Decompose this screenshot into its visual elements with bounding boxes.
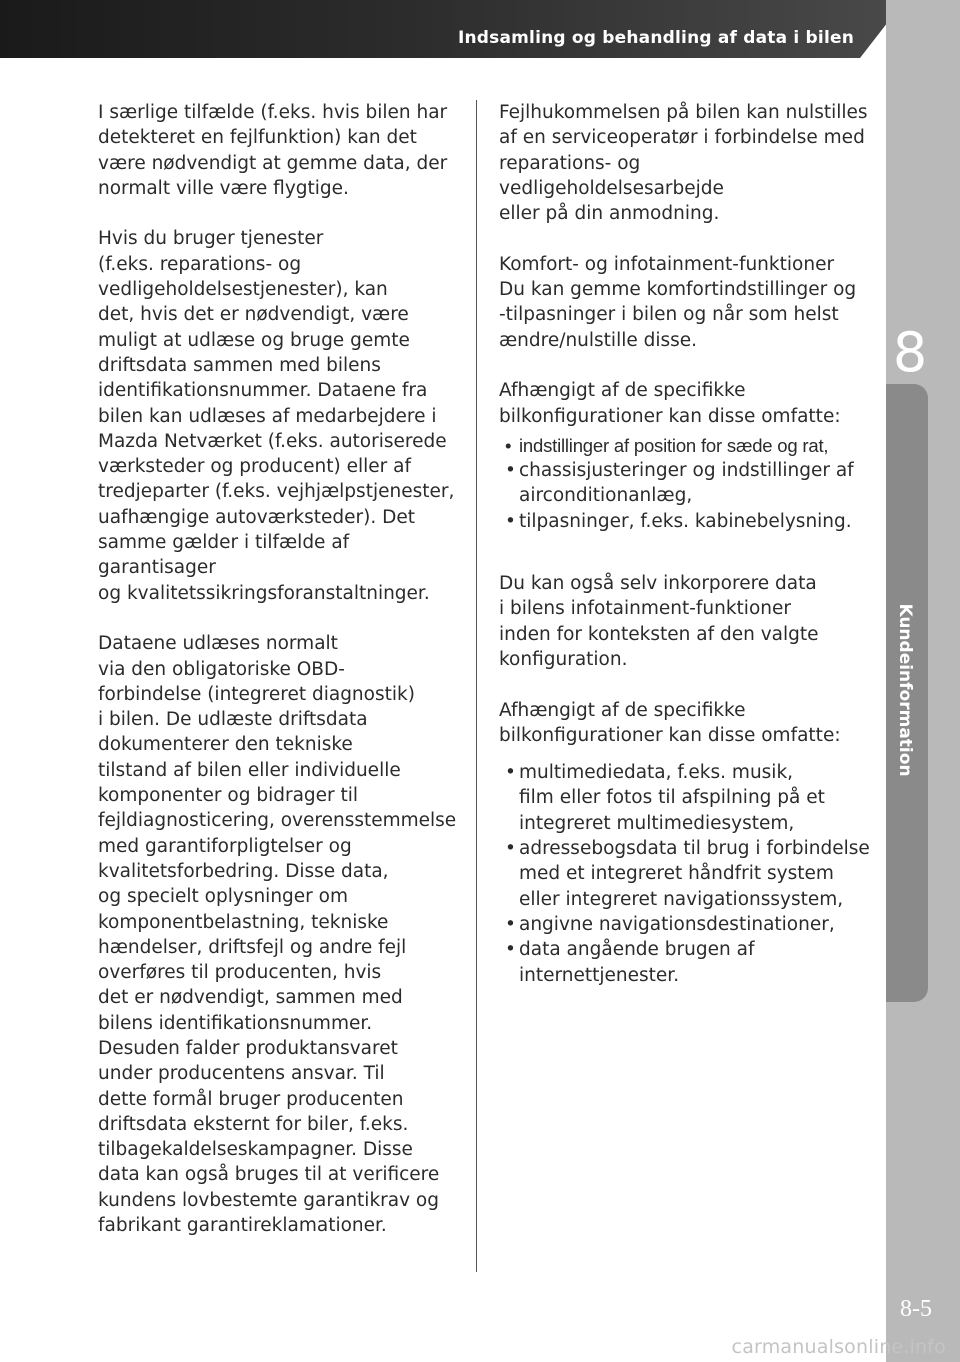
chapter-tab-label: Kundeinformation (895, 603, 915, 777)
paragraph: Fejlhukommelsen på bilen kan nulstilles af en serviceoperatør i forbindelse med reparations- og vedligeholdelsesarbejde eller på din anmodning. (499, 102, 868, 225)
right-column (499, 100, 871, 1013)
list-item: • adressebogsdata til brug i forbindelse med et integreret håndfrit system eller integreret navigationssystem, (519, 836, 871, 912)
page-number: 8-5 (900, 1296, 932, 1322)
paragraph: Afhængigt af de specifikke bilkonfigurationer kan disse omfatte: (499, 699, 841, 746)
paragraph: Du kan også selv inkorporere data i bilens infotainment-funktioner inden for konteksten af den valgte konfiguration. (499, 573, 819, 670)
paragraph: Dataene udlæses normalt via den obligatoriske OBD- forbindelse (integreret diagnostik) i bilen. De udlæste driftsdata dokumenterer den tekniske tilstand af bilen eller individuelle komponenter og bidrager til fejldiagnosticering, overensstemmelse med garantiforpligtelser og kvalitetsforbedring. Disse data, og specielt oplysninger om komponentbelastning, tekniske hændelser, driftsfejl og andre fejl overføres til producenten, hvis det er nødvendigt, sammen med bilens identifikationsnummer. Desuden falder produktansvaret under producentens ansvar. Til dette formål bruger producenten driftsdata eksternt for biler, f.eks. tilbagekaldelseskampagner. Disse data kan også bruges til at verificere kundens lovbestemte garantikrav og fabrikant garantireklamationer. (98, 633, 457, 1237)
chapter-number: 8 (892, 321, 928, 384)
list-item: • chassisjusteringer og indstillinger af airconditionanlæg, (519, 458, 871, 509)
column-divider (476, 100, 477, 1272)
paragraph: Afhængigt af de specifikke bilkonfigurationer kan disse omfatte: (499, 380, 841, 427)
list-item: • data angående brugen af internettjenester. (519, 937, 871, 988)
list-item: • multimediedata, f.eks. musik, film eller fotos til afspilning på et integreret multimediesystem, (519, 760, 871, 836)
bullet-list (499, 433, 871, 534)
list-item: • indstillinger af position for sæde og rat, (519, 433, 871, 458)
left-column (98, 100, 458, 1264)
header-title: Indsamling og behandling af data i bilen (457, 28, 854, 48)
list-item: • tilpasninger, f.eks. kabinebelysning. (519, 509, 871, 534)
bullet-list (499, 760, 871, 988)
page-header (0, 0, 960, 58)
paragraph: Hvis du bruger tjenester (f.eks. reparations- og vedligeholdelsestjenester), kan det, hvis det er nødvendigt, være muligt at udlæse og bruge gemte driftsdata sammen med bilens identifikationsnummer. Dataene fra bilen kan udlæses af medarbejdere i Mazda Netværket (f.eks. autoriserede værksteder og producent) eller af tredjeparter (f.eks. vejhjælpstjenester, uafhængige autoværksteder). Det samme gælder i tilfælde af garantisager og kvalitetssikringsforanstaltninger. (98, 228, 455, 604)
paragraph: I særlige tilfælde (f.eks. hvis bilen har detekteret en fejlfunktion) kan det være nødvendigt at gemme data, der normalt ville være flygtige. (98, 102, 448, 199)
list-item: • angivne navigationsdestinationer, (519, 912, 871, 937)
section-paragraph: Komfort- og infotainment-funktioner Du kan gemme komfortindstillinger og -tilpasninger i bilen og når som helst ændre/nulstille disse. (499, 253, 857, 351)
watermark: carmanualsonline.info (731, 1336, 946, 1358)
